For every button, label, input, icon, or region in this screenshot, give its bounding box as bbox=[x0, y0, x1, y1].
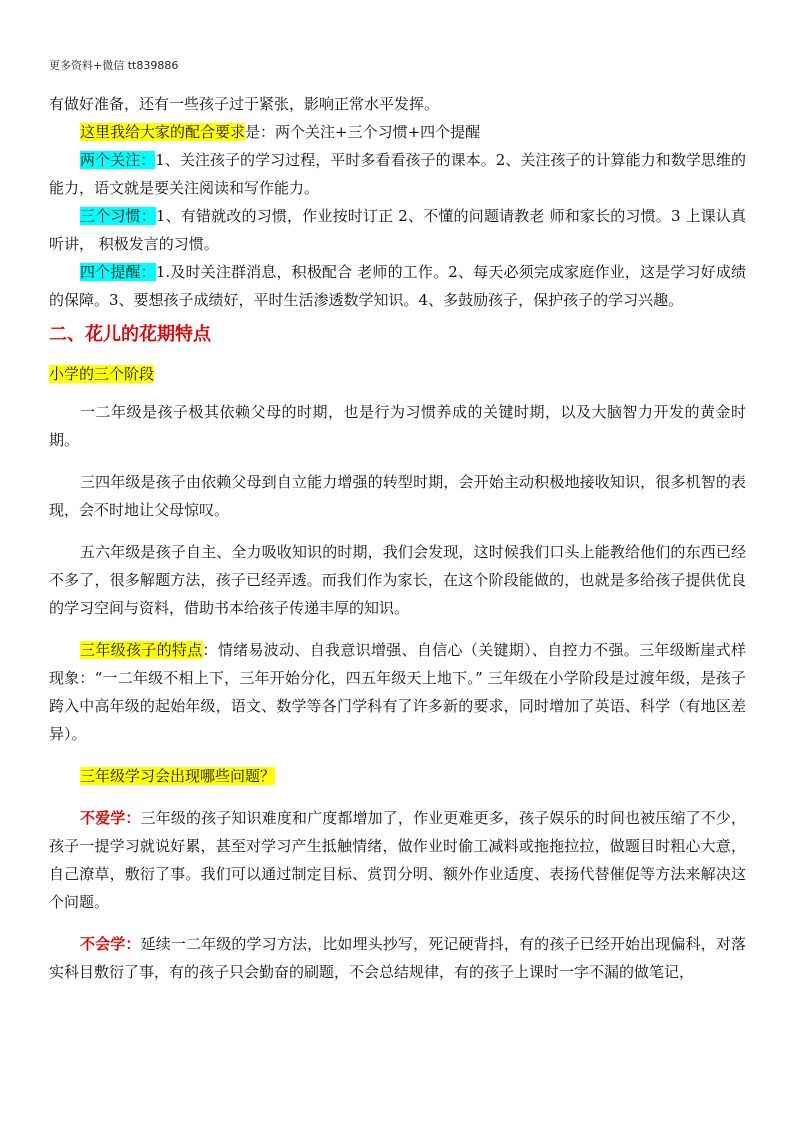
two-focus-paragraph bbox=[49, 146, 746, 202]
stages-title: 小学的三个阶段 bbox=[49, 365, 155, 383]
four-reminders-text: 1.及时关注群消息，积极配合 老师的工作。2、每天必须完成家庭作业，这是学习好成绩的保障。3、要想孩子成绩好，平时生活渗透数学知识。4、多鼓励孩子，保护孩子的学习兴趣。 bbox=[49, 263, 746, 309]
paragraph-continuation: 有做好准备，还有一些孩子过于紧张，影响正常水平发挥。 bbox=[49, 95, 440, 113]
three-habits-label: 三个习惯： bbox=[80, 207, 156, 225]
no-love-text: 三年级的孩子知识难度和广度都增加了，作业更难更多，孩子娱乐的时间也被压缩了不少，孩子一提学习就说好累，甚至对学习产生抵触情绪，做作业时偷工减料或拖拖拉拉，做题目时粗心大意，自己潦草，敷衍了事。我们可以通过制定目标、赏罚分明、额外作业适度、表扬代替催促等方法来解决这个问题。 bbox=[49, 809, 746, 911]
two-focus-text: 1、关注孩子的学习过程，平时多看看孩子的课本。2、关注孩子的计算能力和数学思维的能力，语文就是要关注阅读和写作能力。 bbox=[49, 151, 746, 197]
no-skill-text: 延续一二年级的学习方法，比如埋头抄写，死记硬背抖，有的孩子已经开始出现偏科，对落实科目敷衍了事，有的孩子只会勤奋的刷题，不会总结规律，有的孩子上课时一字不漏的做笔记， bbox=[49, 935, 746, 981]
no-love-label: 不爱学： bbox=[80, 809, 141, 827]
three-habits-text: 1、有错就改的习惯，作业按时订正 2、不懂的问题请教老 师和家长的习惯。3 上课认真听讲， 积极发言的习惯。 bbox=[49, 207, 746, 253]
section-heading: 二、花儿的花期特点 bbox=[49, 324, 211, 345]
grade3-question-line bbox=[49, 762, 746, 790]
stage-5-6-paragraph: 五六年级是孩子自主、全力吸收知识的时期，我们会发现，这时候我们口头上能教给他们的东西已经不多了，很多解题方法，孩子已经弄透。而我们作为家长，在这个阶段能做的，也就是多给孩子提供优良的学习空间与资料，借助书本给孩子传递丰厚的知识。 bbox=[49, 543, 746, 617]
no-skill-paragraph bbox=[49, 930, 746, 986]
stages-title-line bbox=[49, 360, 746, 388]
three-habits-paragraph bbox=[49, 202, 746, 258]
grade3-traits-paragraph bbox=[49, 636, 746, 748]
document-body bbox=[49, 90, 746, 986]
two-focus-label: 两个关注： bbox=[80, 151, 156, 169]
grade3-question: 三年级学习会出现哪些问题？ bbox=[80, 767, 276, 785]
no-love-paragraph bbox=[49, 804, 746, 916]
grade3-traits-label: 三年级孩子的特点 bbox=[80, 641, 203, 659]
stage-3-4-paragraph: 三四年级是孩子由依赖父母到自立能力增强的转型时期，会开始主动积极地接收知识，很多机智的表现，会不时地让父母惊叹。 bbox=[49, 473, 746, 519]
four-reminders-label: 四个提醒： bbox=[80, 263, 156, 281]
four-reminders-paragraph bbox=[49, 258, 746, 314]
header-note: 更多资料+微信 tt839886 bbox=[49, 59, 179, 72]
grade3-traits-text: ：情绪易波动、自我意识增强、自信心（关键期）、自控力不强。三年级断崖式样现象：“一二年级不相上下，三年开始分化，四五年级天上地下。” 三年级在小学阶段是过渡年级，是孩子跨入中高年级的起始年级，语文、数学等各门学科有了许多新的要求，同时增加了英语、科学（有地区差异）。 bbox=[49, 641, 746, 743]
stage-1-2-paragraph: 一二年级是孩子极其依赖父母的时期，也是行为习惯养成的关键时期，以及大脑智力开发的黄金时期。 bbox=[49, 403, 746, 449]
requirements-line bbox=[49, 118, 746, 146]
requirements-text: 是：两个关注+三个习惯+四个提醒 bbox=[245, 123, 481, 141]
no-skill-label: 不会学： bbox=[80, 935, 141, 953]
requirements-highlight: 这里我给大家的配合要求 bbox=[80, 123, 246, 141]
